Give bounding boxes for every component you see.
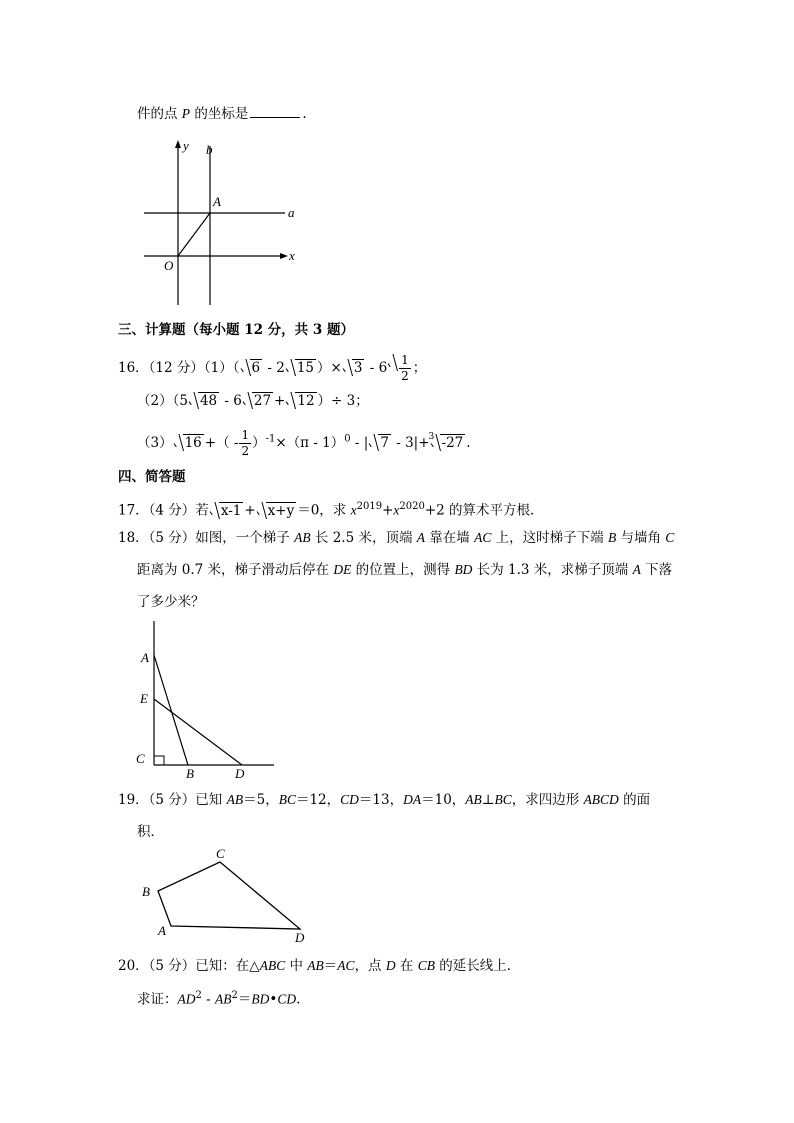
sqrt-x-plus-y: x+y (257, 501, 297, 521)
q17-text: + (244, 502, 256, 519)
q19-line-2: 积． (137, 824, 164, 840)
q20-line-1: 20．（5 分）已知：在△ABC 中 AB＝AC，点 D 在 CB 的延长线上． (118, 958, 521, 974)
label-a: a (288, 205, 295, 220)
fraction: $\frac{1}{2}$ (241, 428, 250, 458)
y-axis-arrow-icon (175, 140, 181, 148)
q15-text: . (302, 106, 307, 122)
figure-coordinate-axes (140, 138, 310, 308)
sqrt-7: 7 (369, 433, 391, 453)
q19-line-1: 19．（5 分）已知 AB＝5，BC＝12，CD＝13，DA＝10，AB⊥BC，求四边形 ABCD 的面 (118, 792, 651, 808)
q16-line-3 (137, 428, 471, 459)
segment-oa (178, 213, 210, 256)
q16-text: ； (412, 360, 427, 376)
label-b: b (206, 142, 213, 157)
q16-text: - | (350, 435, 369, 451)
q18-line-2: 距离为 0.7 米，梯子滑动后停在 DE 的位置上，测得 BD 长为 1.3 米，求梯子顶端 A 下落 (137, 562, 673, 578)
var-x: x (393, 502, 400, 518)
label-y: y (183, 138, 189, 153)
q15-text: 件的点 (137, 106, 182, 122)
q16-text: - 6 (220, 393, 242, 409)
label-c: C (136, 751, 145, 766)
label-e: E (140, 691, 148, 706)
q17-text: +2 的算术平方根． (424, 502, 544, 519)
q16-line-1 (118, 353, 426, 384)
sqrt-3: 3 (343, 358, 365, 378)
q16-text: ）÷ 3； (317, 393, 369, 409)
q18-line-3: 了多少米？ (137, 594, 205, 610)
q16-text: 16．（12 分）（1）（ (118, 360, 240, 376)
label-c: C (216, 846, 225, 861)
sqrt-48: 48 (189, 391, 219, 411)
sqrt-6: 6 (241, 358, 263, 378)
quad-abcd (158, 862, 300, 929)
sqrt-16: 16 (174, 433, 204, 453)
q16-text: +（ - (204, 435, 239, 451)
q17-line (118, 497, 544, 521)
sqrt-half (388, 353, 412, 384)
label-x: x (289, 248, 295, 263)
q15-text: 的坐标是 (190, 106, 249, 122)
label-point-a: A (213, 194, 221, 209)
label-origin: O (164, 258, 174, 273)
answer-blank[interactable] (250, 103, 300, 118)
fraction: $\frac{1}{2}$ (401, 353, 409, 383)
ladder-ab (154, 655, 188, 765)
sqrt-27: 27 (243, 391, 273, 411)
label-b: B (142, 884, 150, 899)
q16-text: + (274, 393, 286, 409)
q16-text: （2）（5 (137, 393, 188, 409)
right-angle-mark (154, 756, 164, 765)
exponent: 0 (344, 433, 351, 445)
sqrt-15: 15 (286, 358, 316, 378)
section-3-title: 三、计算题（每小题 12 分，共 3 题） (118, 322, 354, 338)
q16-text: - 3|+ (391, 435, 430, 451)
label-d: D (235, 766, 245, 781)
q17-text: 17．（4 分）若 (118, 502, 209, 519)
q17-text: + (382, 502, 394, 519)
q16-text: （3） (137, 435, 173, 451)
figure-quadrilateral (135, 843, 315, 948)
label-d: D (295, 930, 305, 945)
label-a: A (158, 923, 166, 938)
exponent: 2020 (399, 501, 425, 512)
sqrt-x-minus-1: x-1 (210, 501, 244, 521)
q16-text: ）× (317, 360, 342, 376)
label-b: B (186, 766, 194, 781)
q17-text: ＝0，求 (297, 502, 351, 519)
q20-line-2: 求证：$AD^2$ - $AB^2=BD•CD$. (137, 990, 301, 1008)
section-4-title: 四、简答题 (118, 469, 186, 485)
q16-text: . (466, 435, 471, 451)
q16-text: ×（π - 1） (275, 435, 345, 451)
var-x: x (350, 502, 357, 518)
exponent: 2019 (356, 501, 383, 512)
q16-line-2 (137, 391, 369, 411)
x-axis-arrow-icon (280, 253, 288, 259)
sqrt-12: 12 (286, 391, 316, 411)
q18-line-1: 18．（5 分）如图，一个梯子 AB 长 2.5 米，顶端 A 靠在墙 AC 上，这时梯子下端 B 与墙角 C (118, 530, 675, 546)
q16-text: - 6 (365, 360, 388, 376)
q15-tail-line (137, 103, 307, 124)
q16-text: - 2 (263, 360, 285, 376)
figure-ladder (130, 617, 280, 782)
q15-var-p: P (181, 106, 191, 121)
label-a: A (141, 650, 149, 665)
ladder-de (154, 699, 242, 765)
exponent: -1 (265, 433, 276, 445)
q16-text: ） (252, 435, 266, 451)
cuberoot-neg27: 3 -27 (428, 432, 464, 451)
